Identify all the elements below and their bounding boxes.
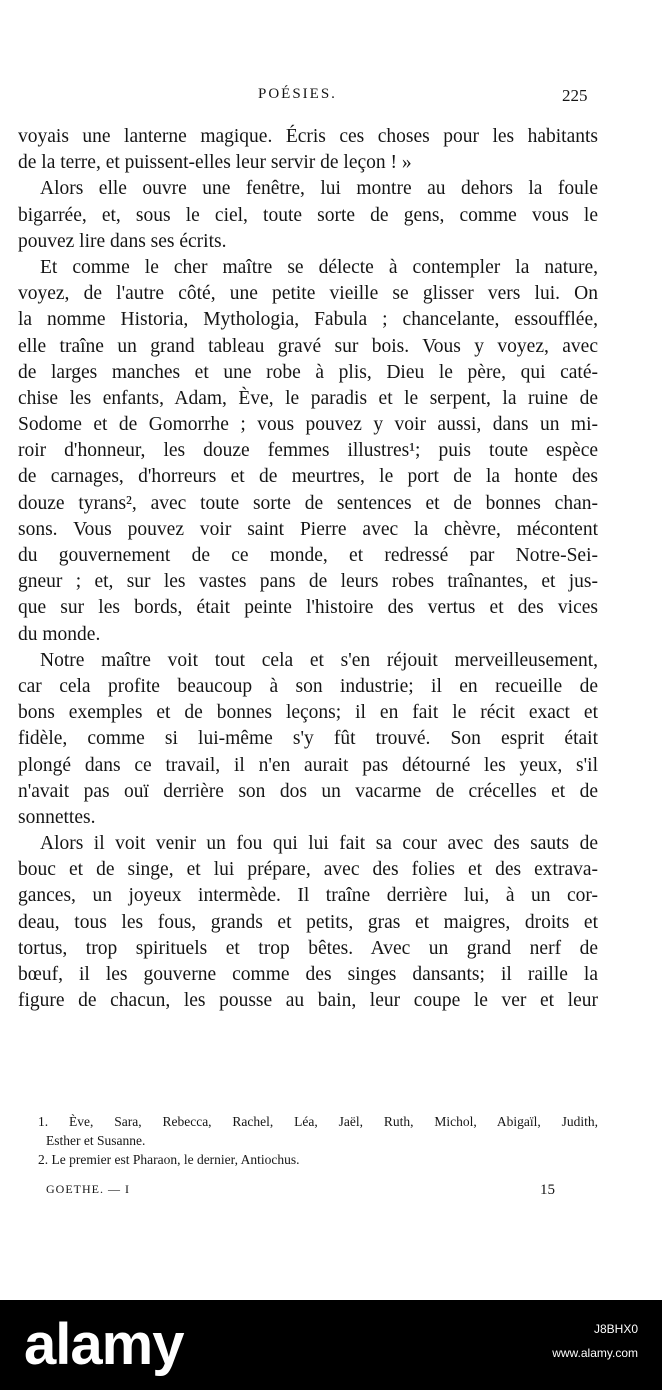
text-line: chise les enfants, Adam, Ève, le paradis et le serpent, la ruine de bbox=[18, 387, 598, 409]
site-url: www.alamy.com bbox=[552, 1346, 638, 1360]
text-line: tortus, trop spirituels et trop bêtes. Avec un grand nerf de bbox=[18, 937, 598, 959]
text-line: Sodome et de Gomorrhe ; vous pouvez y voir aussi, dans un mi- bbox=[18, 414, 598, 436]
footnote-line: Esther et Susanne. bbox=[46, 1133, 146, 1148]
text-line: de larges manches et une robe à plis, Dieu le père, qui caté- bbox=[18, 361, 598, 383]
text-line: de la terre, et puissent-elles leur servir de leçon ! » bbox=[18, 152, 412, 174]
body-text bbox=[18, 124, 598, 1014]
text-line: que sur les bords, était peinte l'histoire des vertus et des vices bbox=[18, 597, 598, 619]
image-id: J8BHX0 bbox=[593, 1322, 638, 1336]
text-line: du gouvernement de ce monde, et redressé par Notre-Sei- bbox=[18, 545, 598, 566]
text-line: de carnages, d'horreurs et de meurtres, le port de la honte des bbox=[18, 466, 598, 488]
text-line: plongé dans ce travail, il n'en aurait pas détourné les yeux, s'il bbox=[18, 754, 598, 776]
sheet-number: 15 bbox=[540, 1182, 555, 1198]
text-line: fidèle, comme si lui-même s'y fût trouvé. Son esprit était bbox=[18, 728, 598, 750]
text-line: Notre maître voit tout cela et s'en réjouit merveilleusement, bbox=[40, 649, 598, 671]
text-line: car cela profite beaucoup à son industrie; il en recueille de bbox=[18, 675, 598, 697]
page-number: 225 bbox=[562, 86, 588, 105]
text-line: du monde. bbox=[18, 623, 101, 645]
text-line: deau, tous les fous, grands et petits, gras et maigres, droits et bbox=[18, 911, 598, 933]
text-line: voyais une lanterne magique. Écris ces choses pour les habitants bbox=[18, 126, 598, 147]
text-line: roir d'honneur, les douze femmes illustres¹; puis toute espèce bbox=[18, 440, 598, 462]
text-line: Alors elle ouvre une fenêtre, lui montre au dehors la foule bbox=[40, 178, 598, 200]
text-line: bons exemples et de bonnes leçons; il en fait le récit exact et bbox=[18, 702, 598, 724]
text-line: elle traîne un grand tableau gravé sur bois. Vous y voyez, avec bbox=[18, 335, 598, 357]
running-head bbox=[0, 86, 662, 116]
text-line: sons. Vous pouvez voir saint Pierre avec la chèvre, mécontent bbox=[18, 518, 598, 540]
text-line: douze tyrans², avec toute sorte de sentences et de bonnes chan- bbox=[18, 492, 598, 514]
stock-banner bbox=[0, 1300, 662, 1390]
text-line: pouvez lire dans ses écrits. bbox=[18, 230, 227, 252]
running-title: POÉSIES. bbox=[258, 86, 337, 102]
text-line: gances, un joyeux intermède. Il traîne derrière lui, à un cor- bbox=[18, 885, 598, 907]
text-line: Et comme le cher maître se délecte à contempler la nature, bbox=[40, 256, 598, 278]
brand-logo: alamy bbox=[24, 1312, 184, 1377]
footnote-line: 1. Ève, Sara, Rebecca, Rachel, Léa, Jaël, Ruth, Michol, Abigaïl, Judith, bbox=[38, 1114, 598, 1129]
signature-mark: GOETHE. — I bbox=[46, 1182, 130, 1196]
text-line: bigarrée, et, sous le ciel, toute sorte de gens, comme vous le bbox=[18, 204, 598, 226]
text-line: Alors il voit venir un fou qui lui fait sa cour avec des sauts de bbox=[40, 833, 598, 855]
text-line: voyez, de l'autre côté, une petite vieille se glisser vers lui. On bbox=[18, 283, 598, 305]
text-line: n'avait pas ouï derrière son dos un vacarme de crécelles et de bbox=[18, 780, 598, 802]
text-line: figure de chacun, les pousse au bain, leur coupe le ver et leur bbox=[18, 990, 598, 1012]
text-line: bœuf, il les gouverne comme des singes dansants; il raille la bbox=[18, 964, 598, 985]
footnote-line: 2. Le premier est Pharaon, le dernier, Antiochus. bbox=[38, 1152, 300, 1167]
text-line: gneur ; et, sur les vastes pans de leurs robes traînantes, et jus- bbox=[18, 571, 598, 593]
text-line: la nomme Historia, Mythologia, Fabula ; chancelante, essoufflée, bbox=[18, 309, 598, 331]
text-line: sonnettes. bbox=[18, 806, 96, 828]
text-line: bouc et de singe, et lui prépare, avec des folies et des extrava- bbox=[18, 859, 598, 881]
page-footer bbox=[0, 1182, 662, 1204]
footnotes bbox=[38, 1112, 598, 1169]
